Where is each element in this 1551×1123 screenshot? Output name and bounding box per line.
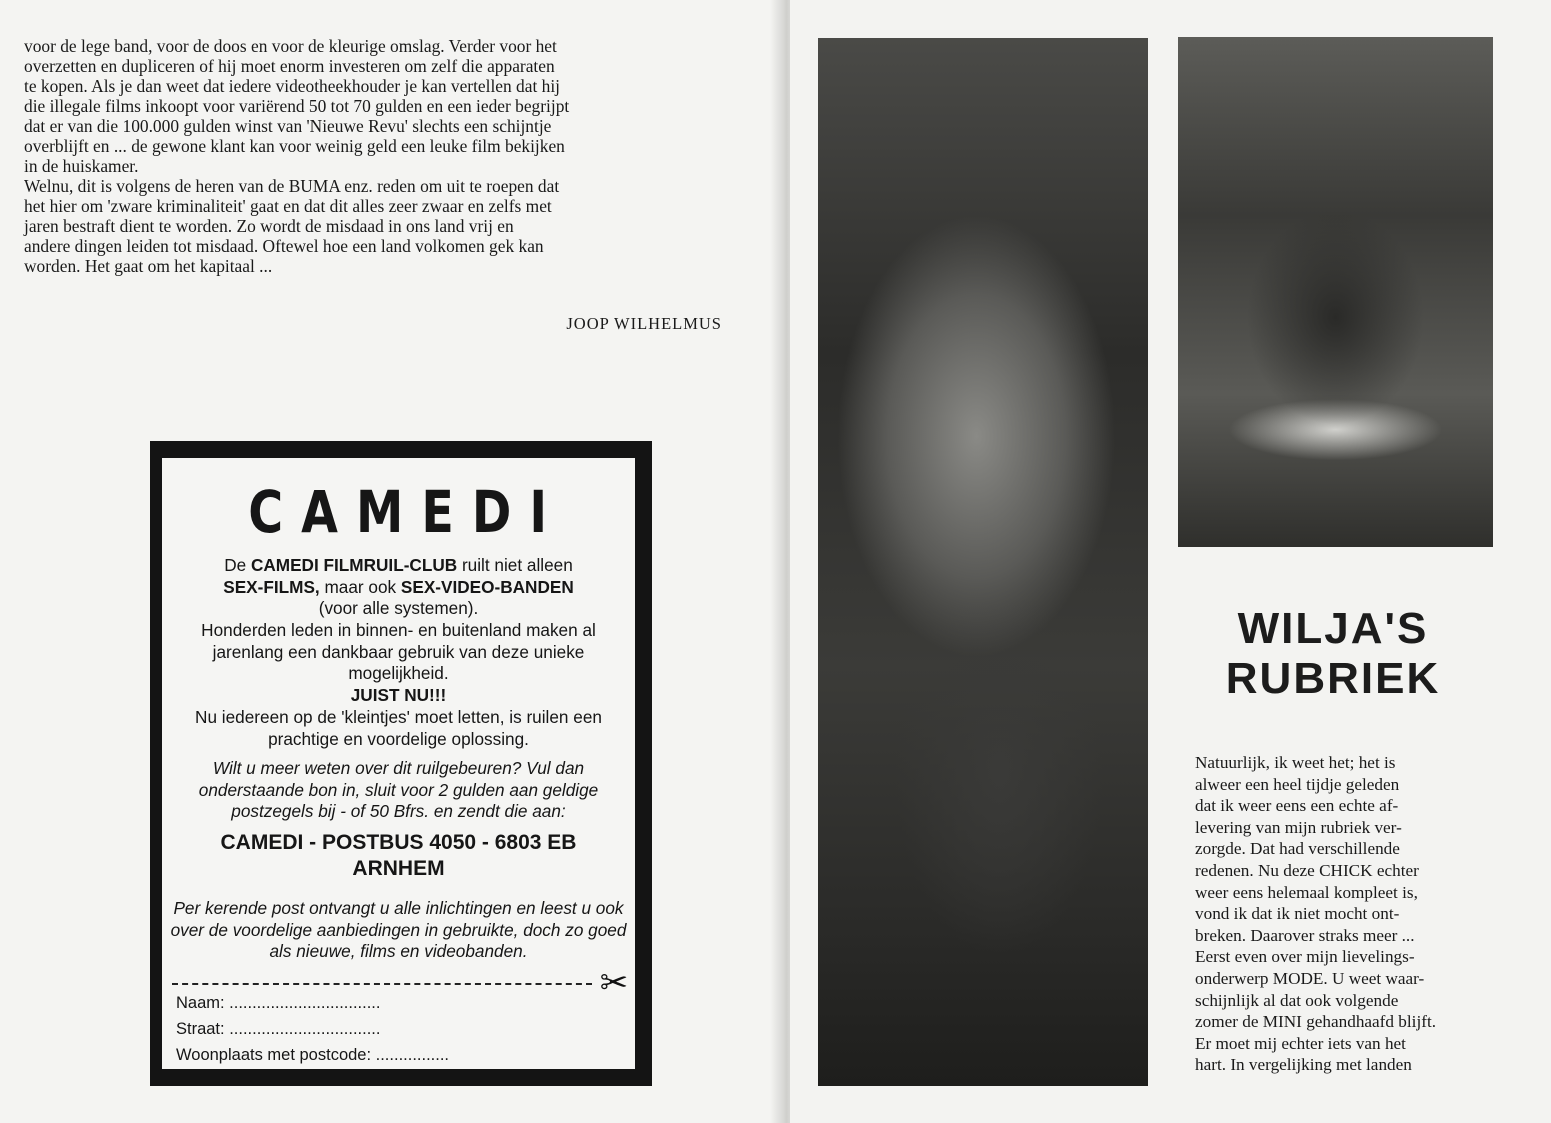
rubric-line: zomer de MINI gehandhaafd blijft.	[1195, 1012, 1437, 1032]
rubric-body	[1195, 752, 1495, 1076]
article-line: Welnu, dit is volgens de heren van de BUMA enz. reden om uit te roepen dat	[24, 176, 560, 196]
ad-intro-mid2: maar ook	[319, 576, 401, 597]
rubric-line: levering van mijn rubriek ver-	[1195, 817, 1402, 837]
rubric-line: zorgde. Dat had verschillende	[1195, 839, 1400, 859]
rubric-line: Eerst even over mijn lievelings-	[1195, 947, 1415, 967]
coupon-city-field: Woonplaats met postcode: ................	[176, 1046, 449, 1064]
ad-sex-video: SEX-VIDEO-BANDEN	[400, 576, 574, 597]
article-line: het hier om 'zware kriminaliteit' gaat en dat dit alles zeer zwaar en zelfs met	[24, 196, 552, 216]
ad-intro-pre: De	[224, 555, 251, 575]
rubric-line: breken. Daarover straks meer ...	[1195, 925, 1415, 945]
ad-order-instructions: Wilt u meer weten over dit ruilgebeuren? Vul dan onderstaande bon in, sluit voor 2 gulden aan geldige postzegels bij - of 50 Bfrs. en zendt die aan:	[198, 758, 599, 821]
ad-juist-nu: JUIST NU!!!	[350, 685, 447, 705]
rubric-line: alweer een heel tijdje geleden	[1195, 774, 1400, 794]
rubric-title-line: WILJA'S	[1237, 604, 1429, 653]
article-line: overblijft en ... de gewone klant kan voor weinig geld een leuke film bekijken	[24, 136, 565, 156]
rubric-line: Natuurlijk, ik weet het; het is	[1195, 753, 1396, 772]
rubric-line: schijnlijk al dat ook volgende	[1195, 990, 1399, 1010]
rubric-line: vond ik dat ik niet mocht ont-	[1195, 904, 1400, 924]
article-line: die illegale films inkoopt voor variërend 50 tot 70 gulden en een ieder begrijpt	[24, 96, 570, 116]
article-byline: JOOP WILHELMUS	[566, 314, 722, 333]
ad-title: CAMEDI	[248, 478, 566, 546]
coupon-street-field: Straat: .................................	[176, 1020, 381, 1038]
article-line: jaren bestraft dient te worden. Zo wordt de misdaad in ons land vrij en	[24, 216, 514, 236]
article-body	[24, 36, 724, 276]
ad-club-name: CAMEDI FILMRUIL-CLUB	[250, 555, 458, 575]
runway-photo-lace	[818, 38, 1148, 1086]
ad-address	[162, 830, 635, 882]
runway-photo-mini	[1178, 37, 1493, 547]
rubric-line: redenen. Nu deze CHICK echter	[1195, 860, 1419, 880]
coupon-name-field: Naam: .................................	[176, 994, 381, 1012]
rubric-line: hart. In vergelijking met landen	[1195, 1055, 1412, 1075]
article-line: andere dingen leiden tot misdaad. Oftewel hoe een land volkomen gek kan	[24, 236, 544, 256]
article-line: in de huiskamer.	[24, 156, 139, 176]
rubric-title	[1180, 604, 1486, 704]
scissors-icon: ✂	[599, 964, 629, 1002]
ad-address-city: ARNHEM	[352, 857, 445, 880]
rubric-line: dat ik weer eens een echte af-	[1195, 796, 1399, 816]
rubric-title-line: RUBRIEK	[1225, 654, 1441, 703]
ad-savings-text: Nu iedereen op de 'kleintjes' moet letten, is ruilen een prachtige en voordelige oplossing.	[195, 707, 602, 749]
rubric-line: Er moet mij echter iets van het	[1195, 1033, 1406, 1053]
article-line: te kopen. Als je dan weet dat iedere videotheekhouder je kan vertellen dat hij	[24, 76, 561, 96]
ad-address-line: CAMEDI - POSTBUS 4050 - 6803 EB	[220, 831, 577, 854]
ad-intro	[166, 555, 631, 620]
coupon-cut-line	[172, 983, 592, 985]
article-line: voor de lege band, voor de doos en voor de kleurige omslag. Verder voor het	[24, 36, 557, 56]
ad-intro-mid: ruilt niet alleen	[457, 555, 573, 575]
ad-info-text: Per kerende post ontvangt u alle inlichtingen en leest u ook over de voordelige aanbiedingen in gebruikte, doch zo goed als nieuwe, films en videobanden.	[170, 898, 627, 961]
ad-members-text: Honderden leden in binnen- en buitenland maken al jarenlang een dankbaar gebruik van deze unieke mogelijkheid.	[201, 620, 596, 683]
rubric-line: weer eens helemaal kompleet is,	[1195, 882, 1418, 902]
article-line: dat er van die 100.000 gulden winst van 'Nieuwe Revu' slechts een schijntje	[24, 116, 552, 136]
right-page	[790, 0, 1551, 1123]
rubric-line: onderwerp MODE. U weet waar-	[1195, 968, 1425, 988]
ad-content	[162, 458, 635, 1069]
ad-intro-end: (voor alle systemen).	[318, 598, 479, 618]
article-line: worden. Het gaat om het kapitaal ...	[24, 256, 273, 276]
article-line: overzetten en dupliceren of hij moet enorm investeren om zelf die apparaten	[24, 56, 555, 76]
camedi-advertisement	[150, 441, 652, 1086]
ad-sex-films: SEX-FILMS,	[223, 576, 320, 597]
